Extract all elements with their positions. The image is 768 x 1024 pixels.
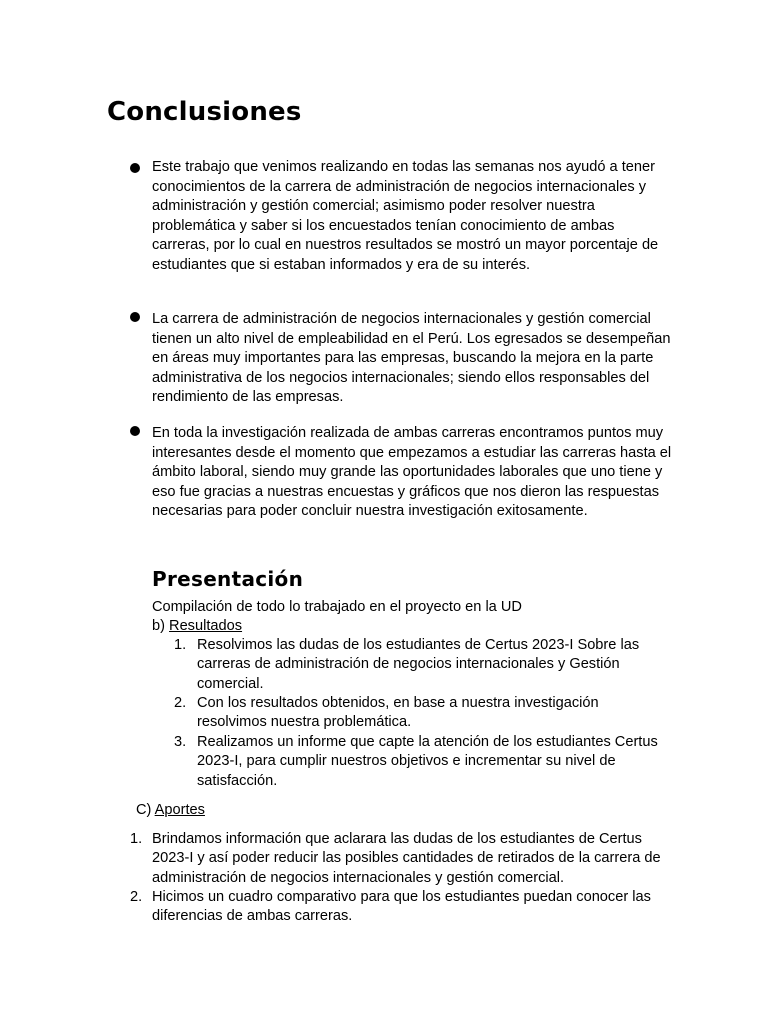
- conclusion-item-2: La carrera de administración de negocios internacionales y gestión comercial tienen un alto nivel de empleabilidad en el Perú. Los egresados se desempeñan en áreas muy importantes para las empresas, buscando la mejora en la parte administrativa de los negocios internacionales; siendo ellos responsables del rendimiento de las empresas.: [152, 311, 671, 406]
- section-c-label: Aportes: [154, 802, 205, 818]
- section-b-prefix: b): [152, 618, 170, 634]
- bullet-icon: [130, 426, 140, 436]
- section-c-title: [136, 801, 205, 820]
- presentation-intro: Compilación de todo lo trabajado en el proyecto en la UD: [152, 599, 522, 615]
- conclusions-heading: Conclusiones: [107, 97, 302, 127]
- contribution-item-2: Hicimos un cuadro comparativo para que los estudiantes puedan conocer las diferencias de ambas carreras.: [152, 889, 651, 925]
- result-item-1: Resolvimos las dudas de los estudiantes de Certus 2023-I Sobre las carreras de administración de negocios internacionales y Gestión comercial.: [197, 637, 640, 692]
- conclusion-item-1: Este trabajo que venimos realizando en todas las semanas nos ayudó a tener conocimientos de la carrera de administración de negocios internacionales y administración y gestión comercial; asimismo poder resolver nuestra problemática y saber si los encuestados tenían conocimiento de ambas carreras, por lo cual en nuestros resultados se mostró un mayor porcentaje de estudiantes que si estaban informados y era de su interés.: [152, 159, 659, 273]
- contribution-number-1: 1.: [130, 831, 143, 847]
- result-number-3: 3.: [174, 734, 187, 750]
- section-c-prefix: C): [136, 802, 155, 818]
- bullet-icon: [130, 163, 140, 173]
- contribution-item-1: Brindamos información que aclarara las dudas de los estudiantes de Certus 2023-I y así poder reducir las posibles cantidades de retirados de la carrera de administración de negocios internacionales y gestión comercial.: [152, 831, 661, 886]
- result-item-3: Realizamos un informe que capte la atención de los estudiantes Certus 2023-I, para cumplir nuestros objetivos e incrementar su nivel de satisfacción.: [197, 734, 658, 789]
- result-number-1: 1.: [174, 637, 187, 653]
- section-b-label: Resultados: [169, 618, 243, 634]
- conclusion-item-3: En toda la investigación realizada de ambas carreras encontramos puntos muy interesantes desde el momento que empezamos a estudiar las carreras hasta el ámbito laboral, siendo muy grande las oportunidades laborales que uno tiene y eso fue gracias a nuestras encuestas y gráficos que nos dieron las respuestas necesarias para poder concluir nuestra investigación exitosamente.: [152, 425, 672, 520]
- presentation-heading: Presentación: [152, 567, 304, 591]
- bullet-icon: [130, 312, 140, 322]
- contribution-number-2: 2.: [130, 889, 143, 905]
- result-number-2: 2.: [174, 695, 187, 711]
- result-item-2: Con los resultados obtenidos, en base a nuestra investigación resolvimos nuestra problemática.: [197, 695, 599, 731]
- section-b-title: [152, 617, 242, 636]
